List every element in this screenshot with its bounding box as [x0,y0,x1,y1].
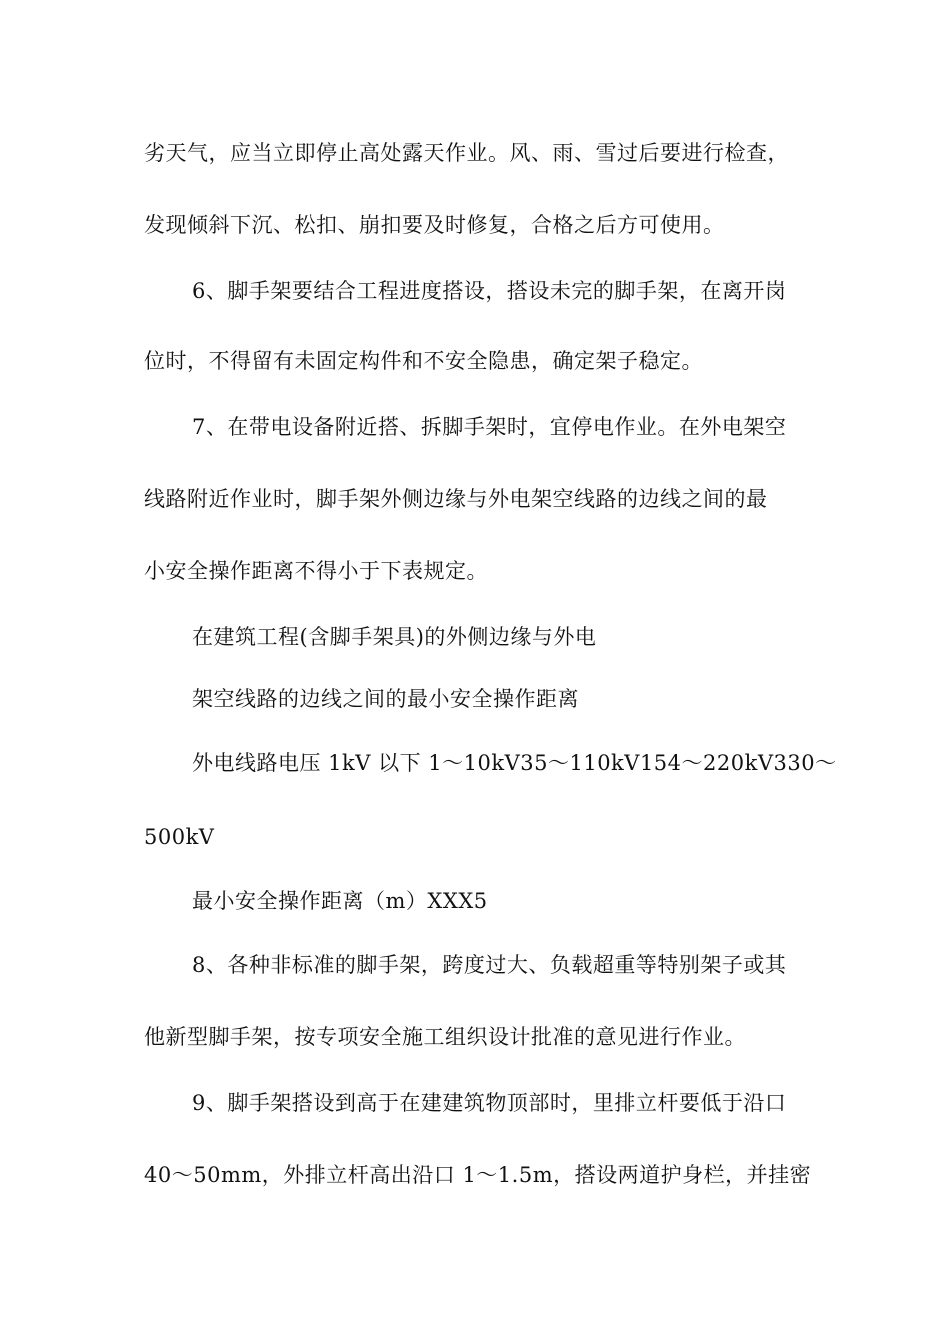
paragraph-7-start: 7、在带电设备附近搭、拆脚手架时，宜停电作业。在外电架空 [192,415,787,439]
text-line: 位时，不得留有未固定构件和不安全隐患，确定架子稳定。 [144,349,703,373]
table-caption-line-2: 架空线路的边线之间的最小安全操作距离 [192,687,579,711]
paragraph-9-start: 9、脚手架搭设到高于在建建筑物顶部时，里排立杆要低于沿口 [192,1091,787,1115]
text-line: 劣天气，应当立即停止高处露天作业。风、雨、雪过后要进行检查， [144,141,789,165]
table-value-row: 最小安全操作距离（m）XXX5 [192,889,488,913]
text-line: 他新型脚手架，按专项安全施工组织设计批准的意见进行作业。 [144,1025,746,1049]
table-header-continuation: 500kV [144,825,215,849]
paragraph-6-start: 6、脚手架要结合工程进度搭设，搭设未完的脚手架，在离开岗 [192,279,787,303]
text-line: 40～50mm，外排立杆高出沿口 1～1.5m，搭设两道护身栏，并挂密 [144,1163,812,1187]
text-line: 小安全操作距离不得小于下表规定。 [144,559,488,583]
table-header-row: 外电线路电压 1kV 以下 1～10kV35～110kV154～220kV330～ [192,751,837,775]
text-line: 线路附近作业时，脚手架外侧边缘与外电架空线路的边线之间的最 [144,487,768,511]
paragraph-8-start: 8、各种非标准的脚手架，跨度过大、负载超重等特别架子或其 [192,953,787,977]
table-caption-line-1: 在建筑工程(含脚手架具)的外侧边缘与外电 [192,625,597,649]
text-line: 发现倾斜下沉、松扣、崩扣要及时修复，合格之后方可使用。 [144,213,725,237]
